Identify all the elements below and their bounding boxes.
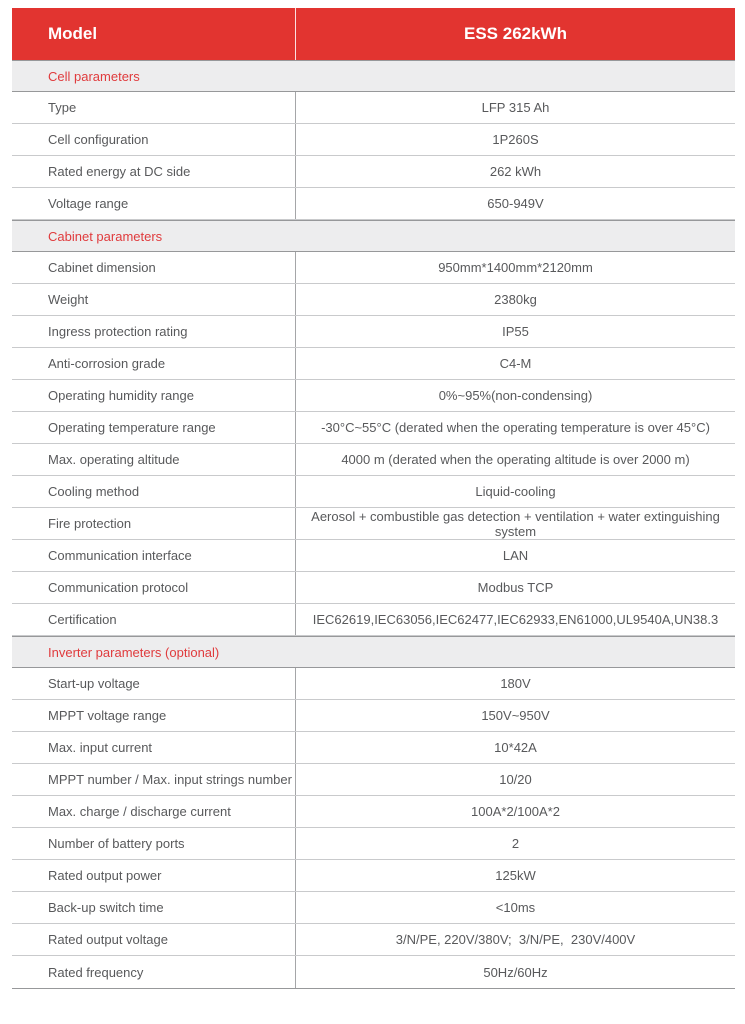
param-label: Anti-corrosion grade xyxy=(48,356,166,371)
param-value: 2 xyxy=(295,828,735,859)
param-label: Back-up switch time xyxy=(48,900,164,915)
param-label: Certification xyxy=(48,612,117,627)
table-row xyxy=(12,700,735,732)
param-label: Max. operating altitude xyxy=(48,452,180,467)
table-row xyxy=(12,252,735,284)
param-label: MPPT number / Max. input strings number xyxy=(48,772,292,787)
param-value: Modbus TCP xyxy=(295,572,735,603)
param-label: Rated output voltage xyxy=(48,932,168,947)
param-value: 262 kWh xyxy=(295,156,735,187)
param-label: Start-up voltage xyxy=(48,676,140,691)
model-column-header: Model xyxy=(48,24,98,43)
spec-table xyxy=(12,8,735,989)
param-value: 650-949V xyxy=(295,188,735,219)
table-row xyxy=(12,924,735,956)
param-value: LFP 315 Ah xyxy=(295,92,735,123)
param-value: Aerosol + combustible gas detection + ventilation + water extinguishing system xyxy=(295,508,735,539)
param-value: 10/20 xyxy=(295,764,735,795)
table-row xyxy=(12,124,735,156)
table-row xyxy=(12,156,735,188)
table-row xyxy=(12,956,735,988)
section-title: Inverter parameters (optional) xyxy=(48,644,220,660)
section-header-inverter-parameters-optional xyxy=(12,636,735,668)
table-row xyxy=(12,412,735,444)
table-row xyxy=(12,348,735,380)
table-row xyxy=(12,188,735,220)
table-row xyxy=(12,572,735,604)
param-value: 3/N/PE, 220V/380V; 3/N/PE, 230V/400V xyxy=(295,924,735,955)
param-value: -30°C~55°C (derated when the operating temperature is over 45°C) xyxy=(295,412,735,443)
param-value: IP55 xyxy=(295,316,735,347)
table-row xyxy=(12,828,735,860)
spec-table-body xyxy=(12,60,735,989)
param-value: Liquid-cooling xyxy=(295,476,735,507)
section-header-cabinet-parameters xyxy=(12,220,735,252)
param-value: 50Hz/60Hz xyxy=(295,956,735,988)
param-label: Max. input current xyxy=(48,740,153,755)
param-label: Weight xyxy=(48,292,89,307)
param-label: Rated output power xyxy=(48,868,162,883)
param-label: Operating humidity range xyxy=(48,388,194,403)
model-value-header: ESS 262kWh xyxy=(295,8,735,60)
param-value: <10ms xyxy=(295,892,735,923)
param-label: Cell configuration xyxy=(48,132,149,147)
param-label: Cooling method xyxy=(48,484,140,499)
param-value: 10*42A xyxy=(295,732,735,763)
param-label: MPPT voltage range xyxy=(48,708,167,723)
param-value: 950mm*1400mm*2120mm xyxy=(295,252,735,283)
table-row xyxy=(12,476,735,508)
param-label: Number of battery ports xyxy=(48,836,185,851)
table-row xyxy=(12,540,735,572)
param-label: Communication interface xyxy=(48,548,192,563)
table-row xyxy=(12,508,735,540)
table-row xyxy=(12,668,735,700)
param-label: Max. charge / discharge current xyxy=(48,804,231,819)
section-title: Cell parameters xyxy=(48,68,140,84)
param-value: 180V xyxy=(295,668,735,699)
table-row xyxy=(12,316,735,348)
param-value: C4-M xyxy=(295,348,735,379)
param-value: 1P260S xyxy=(295,124,735,155)
param-value: 2380kg xyxy=(295,284,735,315)
table-row xyxy=(12,284,735,316)
param-value: 100A*2/100A*2 xyxy=(295,796,735,827)
param-label: Operating temperature range xyxy=(48,420,216,435)
table-row xyxy=(12,604,735,636)
param-label: Voltage range xyxy=(48,196,129,211)
table-row xyxy=(12,764,735,796)
param-label: Communication protocol xyxy=(48,580,189,595)
param-value: 0%~95%(non-condensing) xyxy=(295,380,735,411)
param-value: 150V~950V xyxy=(295,700,735,731)
param-value: IEC62619,IEC63056,IEC62477,IEC62933,EN61000,UL9540A,UN38.3 xyxy=(295,604,735,635)
table-row xyxy=(12,444,735,476)
section-header-cell-parameters xyxy=(12,60,735,92)
section-title: Cabinet parameters xyxy=(48,228,163,244)
param-label: Type xyxy=(48,100,77,115)
param-value: 125kW xyxy=(295,860,735,891)
table-row xyxy=(12,796,735,828)
param-label: Cabinet dimension xyxy=(48,260,156,275)
param-label: Rated frequency xyxy=(48,964,144,980)
table-row xyxy=(12,860,735,892)
param-value: LAN xyxy=(295,540,735,571)
table-row xyxy=(12,92,735,124)
param-label: Fire protection xyxy=(48,516,132,531)
param-value: 4000 m (derated when the operating altitude is over 2000 m) xyxy=(295,444,735,475)
table-row xyxy=(12,732,735,764)
param-label: Ingress protection rating xyxy=(48,324,188,339)
param-label: Rated energy at DC side xyxy=(48,164,191,179)
table-row xyxy=(12,380,735,412)
table-row xyxy=(12,892,735,924)
table-header-row xyxy=(12,8,735,60)
